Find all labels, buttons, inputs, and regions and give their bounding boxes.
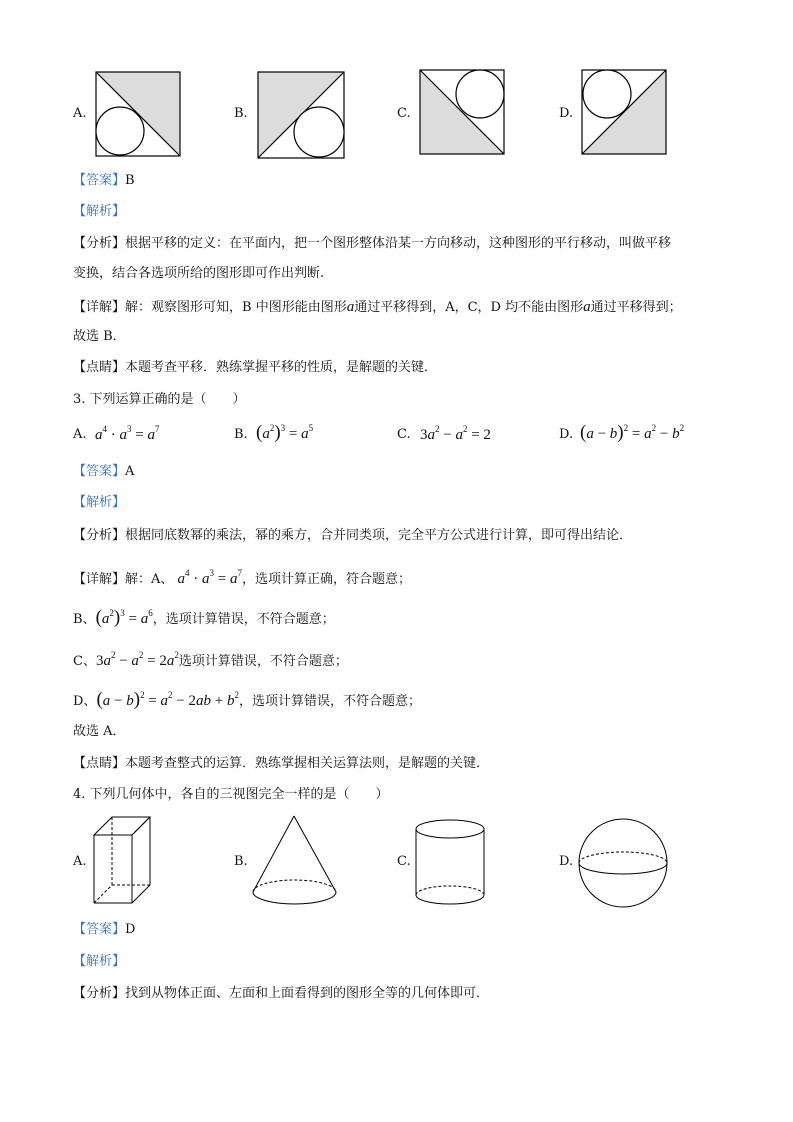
q2-conclusion: 故选 B． — [73, 329, 126, 344]
q4-stem: 4. 下列几何体中，各自的三视图完全一样的是（ ） — [73, 787, 389, 802]
q2-figure-a — [96, 72, 180, 156]
q3-option-c-label: C. — [397, 427, 411, 442]
q3-option-b-formula: $(a^2)^3 = a^5$ — [256, 422, 314, 443]
q2-option-d-label: D. — [559, 106, 574, 121]
q3-fenxi — [73, 527, 632, 545]
d-prefix: D、 — [73, 694, 97, 709]
q2-analysis-tag: 【解析】 — [73, 204, 126, 219]
fenxi-tag: 【分析】 — [73, 986, 126, 1001]
fenxi-text: 根据平移的定义：在平面内，把一个图形整体沿某一方向移动，这种图形的平行移动，叫做平移 — [125, 236, 672, 251]
q4-cylinder-figure — [414, 818, 486, 908]
xiangjie-text-a: 解：观察图形可知，B 中图形能由图形 — [125, 300, 347, 315]
q3-option-d-label: D. — [559, 427, 574, 442]
b-prefix: B、 — [73, 612, 96, 627]
q2-figure-d — [582, 70, 666, 154]
answer-value: B — [125, 173, 135, 188]
q4-option-a-label: A. — [73, 854, 87, 869]
q3-option-a-label: A. — [73, 427, 87, 442]
q2-dianjing — [73, 359, 437, 377]
q2-answer — [73, 172, 135, 190]
q4-option-c-label: C. — [397, 854, 411, 869]
answer-tag: 【答案】 — [73, 173, 126, 188]
q3-option-d-formula: $(a - b)^2 = a^2 - b^2$ — [580, 422, 685, 443]
q3-analysis-tag: 【解析】 — [73, 495, 126, 510]
q2-option-c-label: C. — [397, 106, 411, 121]
xiangjie-suffix: ，选项计算正确，符合题意； — [242, 572, 412, 587]
q3-stem: 3. 下列运算正确的是（ ） — [73, 392, 246, 407]
q2-option-a-label: A. — [73, 106, 87, 121]
q3-option-c-formula: $3a^2 - a^2 = 2$ — [420, 424, 491, 443]
var-a: a — [583, 299, 591, 315]
b-suffix: ，选项计算错误，不符合题意； — [152, 612, 335, 627]
q4-prism-figure — [92, 813, 154, 905]
q2-fenxi-line2: 变换，结合各选项所给的图形即可作出判断. — [73, 266, 325, 281]
dianjing-text: 本题考查整式的运算．熟练掌握相关运算法则，是解题的关键． — [125, 756, 490, 771]
var-a: a — [346, 299, 355, 315]
dianjing-tag: 【点睛】 — [73, 756, 126, 771]
xiangjie-text-b: 通过平移得到，A，C，D 均不能由图形 — [354, 300, 584, 315]
q2-fenxi-line1 — [73, 235, 671, 253]
formula-d: $(a - b)^2 = a^2 - 2ab + b^2$ — [96, 689, 239, 710]
fenxi-text: 根据同底数幂的乘法，幂的乘方，合并同类项，完全平方公式进行计算，即可得出结论． — [125, 528, 633, 543]
dianjing-tag: 【点睛】 — [73, 360, 126, 375]
q4-fenxi — [73, 985, 489, 1003]
xiangjie-tag: 【详解】 — [73, 572, 126, 587]
answer-tag: 【答案】 — [73, 464, 126, 479]
q2-figure-c — [420, 70, 504, 154]
q3-xiangjie-c — [73, 646, 348, 671]
xiangjie-prefix: 解：A、 — [125, 572, 174, 587]
q3-option-b-label: B. — [234, 427, 248, 442]
q4-option-d-label: D. — [559, 854, 574, 869]
q4-sphere-figure — [577, 817, 669, 909]
c-suffix: 选项计算错误，不符合题意； — [178, 654, 348, 669]
q3-xiangjie-d — [73, 686, 421, 711]
q3-dianjing — [73, 755, 489, 773]
d-suffix: ，选项计算错误，不符合题意； — [238, 694, 421, 709]
q4-analysis-tag: 【解析】 — [73, 954, 126, 969]
q3-conclusion: 故选 A． — [73, 724, 126, 739]
q3-answer — [73, 463, 134, 481]
c-prefix: C、 — [73, 654, 96, 669]
fenxi-text: 找到从物体正面、左面和上面看得到的图形全等的几何体即可． — [125, 986, 490, 1001]
q2-xiangjie — [73, 298, 682, 317]
fenxi-tag: 【分析】 — [73, 528, 126, 543]
q3-xiangjie-a — [73, 564, 411, 589]
q3-xiangjie-b — [73, 604, 335, 629]
xiangjie-tag: 【详解】 — [73, 300, 126, 315]
formula-b: $(a^2)^3 = a^6$ — [95, 607, 153, 628]
xiangjie-text-c: 通过平移得到； — [590, 300, 682, 315]
dianjing-text: 本题考查平移．熟练掌握平移的性质，是解题的关键． — [125, 360, 438, 375]
answer-value: D — [125, 922, 136, 937]
fenxi-tag: 【分析】 — [73, 236, 126, 251]
formula-a: $a^4 \cdot a^3 = a^7$ — [177, 568, 243, 587]
formula-c: $3a^2 - a^2 = 2a^2$ — [95, 650, 179, 669]
q2-option-b-label: B. — [234, 106, 248, 121]
q4-answer — [73, 921, 135, 939]
q4-option-b-label: B. — [234, 854, 248, 869]
answer-tag: 【答案】 — [73, 922, 126, 937]
q2-figure-b — [258, 72, 344, 158]
q4-cone-figure — [250, 814, 340, 906]
q3-option-a-formula: $a^4 \cdot a^3 = a^7$ — [95, 424, 160, 443]
answer-value: A — [125, 464, 135, 479]
